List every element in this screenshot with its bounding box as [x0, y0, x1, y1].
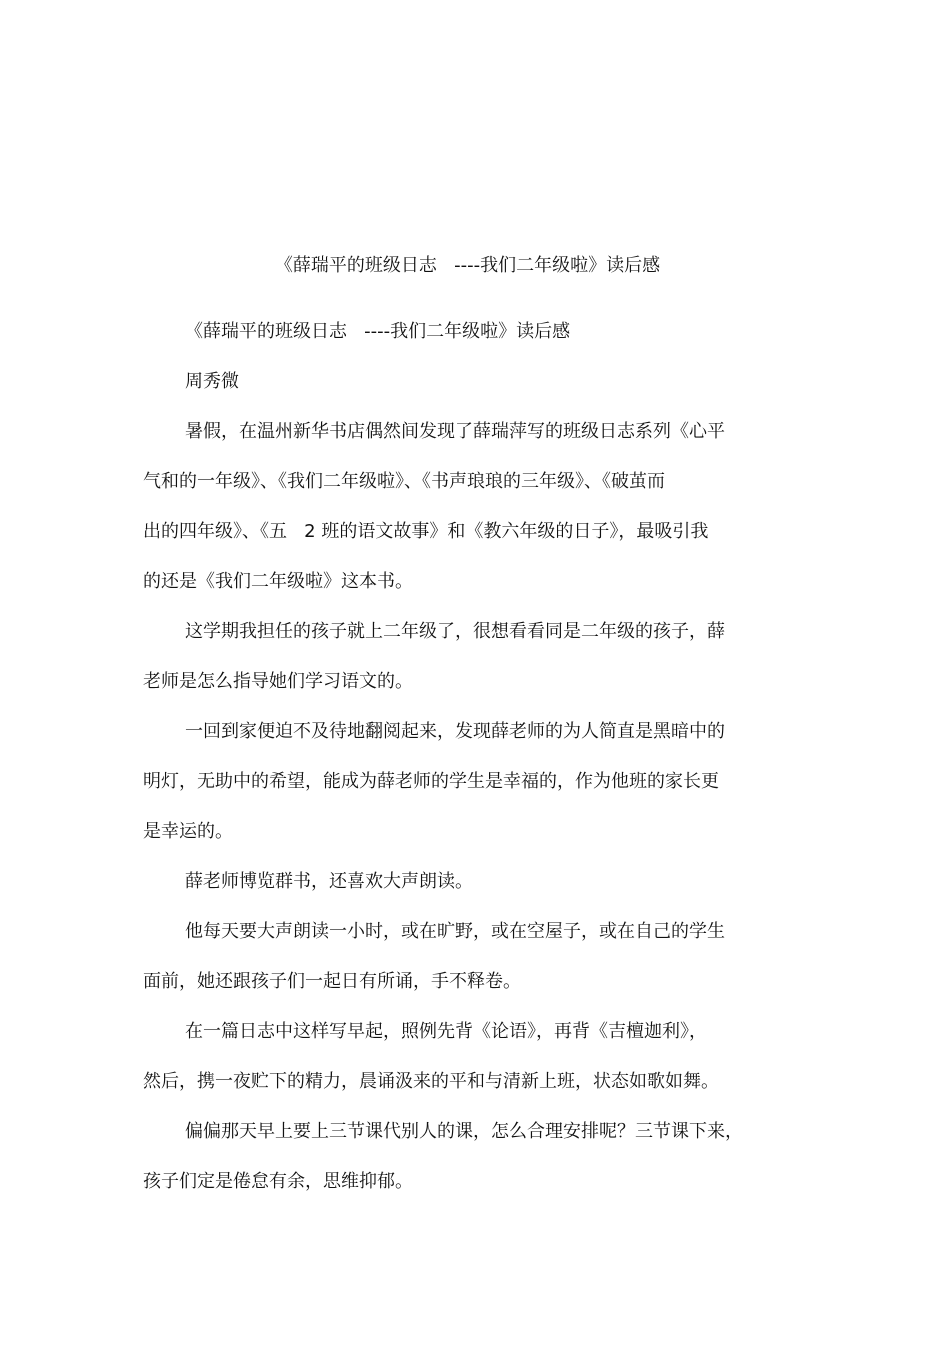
body-line: 这学期我担任的孩子就上二年级了，很想看看同是二年级的孩子，薛	[185, 621, 725, 642]
body-line: 老师是怎么指导她们学习语文的。	[143, 671, 413, 692]
body-line: 孩子们定是倦怠有余，思维抑郁。	[143, 1171, 413, 1192]
body-line: 在一篇日志中这样写早起，照例先背《论语》，再背《吉檀迦利》，	[185, 1021, 707, 1042]
document-body	[143, 316, 773, 1216]
body-line: 偏偏那天早上要上三节课代别人的课，怎么合理安排呢？三节课下来，	[185, 1121, 743, 1142]
author-name: 周秀微	[185, 371, 239, 392]
body-line: 明灯，无助中的希望，能成为薛老师的学生是幸福的，作为他班的家长更	[143, 771, 719, 792]
body-line: 一回到家便迫不及待地翻阅起来，发现薛老师的为人简直是黑暗中的	[185, 721, 725, 742]
body-line: 薛老师博览群书，还喜欢大声朗读。	[185, 871, 473, 892]
body-line: 他每天要大声朗读一小时，或在旷野，或在空屋子，或在自己的学生	[185, 921, 725, 942]
body-line: 是幸运的。	[143, 821, 233, 842]
body-line: 《薛瑞平的班级日志 ----我们二年级啦》读后感	[185, 321, 571, 342]
body-line: 气和的一年级》、《我们二年级啦》、《书声琅琅的三年级》、《破茧而	[143, 471, 665, 492]
body-line: 然后，携一夜贮下的精力，晨诵汲来的平和与清新上班，状态如歌如舞。	[143, 1071, 719, 1092]
body-line: 出的四年级》、《五 2 班的语文故事》和《教六年级的日子》，最吸引我	[143, 521, 709, 542]
body-line: 暑假，在温州新华书店偶然间发现了薛瑞萍写的班级日志系列《心平	[185, 421, 725, 442]
body-line: 的还是《我们二年级啦》这本书。	[143, 571, 413, 592]
body-line: 面前，她还跟孩子们一起日有所诵，手不释卷。	[143, 971, 521, 992]
document-title: 《薛瑞平的班级日志 ----我们二年级啦》读后感	[274, 255, 661, 276]
